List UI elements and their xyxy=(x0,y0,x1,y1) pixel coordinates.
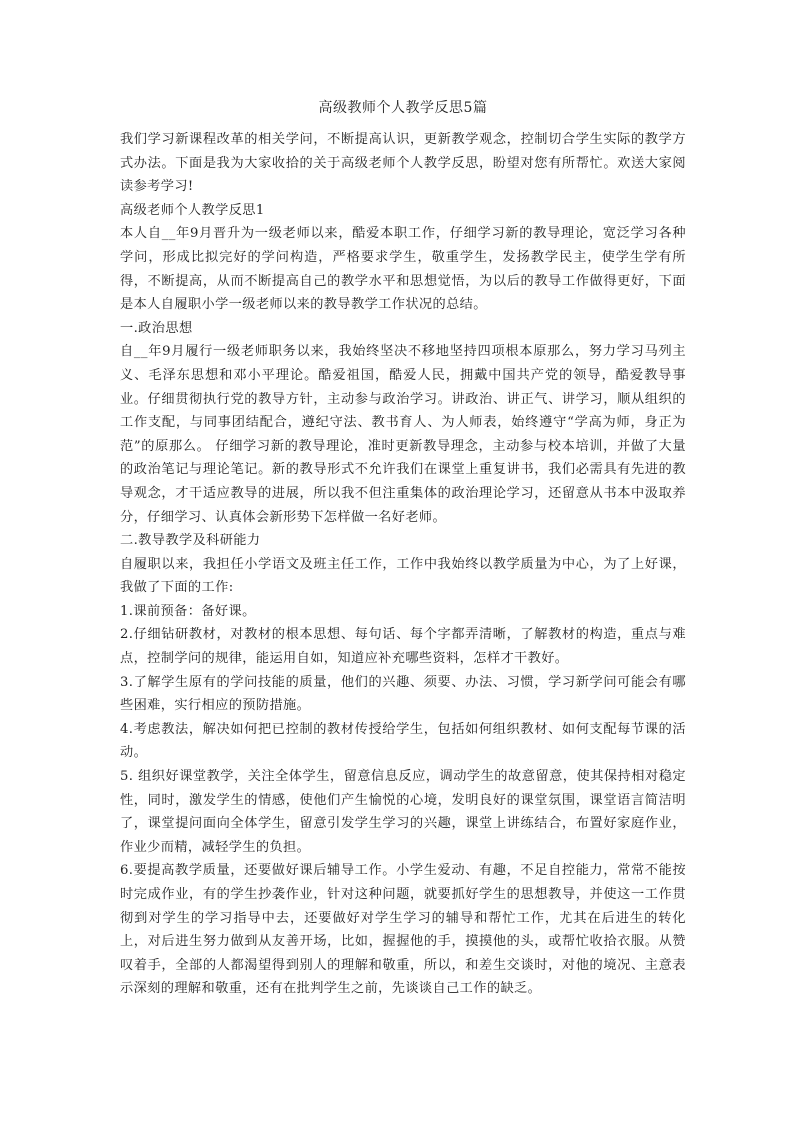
list-item-3: 3.了解学生原有的学问技能的质量，他们的兴趣、须要、办法、习惯，学习新学问可能会有哪些困难，实行相应的预防措施。 xyxy=(120,674,686,714)
document-title: 高级教师个人教学反思5篇 xyxy=(318,100,488,116)
document-page xyxy=(120,98,686,1001)
list-item-6: 6.要提高教学质量，还要做好课后辅导工作。小学生爱动、有趣，不足自控能力，常常不能按时完成作业，有的学生抄袭作业，针对这种问题，就要抓好学生的思想教导，并使这一工作贯彻到对学生的学习指导中去，还要做好对学生学习的辅导和帮忙工作，尤其在后进生的转化上，对后进生努力做到从友善开场，比如，握握他的手，摸摸他的头，或帮忙收拾衣服。从赞叹着手，全部的人都渴望得到别人的理解和敬重，所以，和差生交谈时，对他的境况、主意表示深刻的理解和敬重，还有在批判学生之前，先谈谈自己工作的缺乏。 xyxy=(120,863,686,997)
reflection-1-paragraph: 本人自__年9月晋升为一级老师以来，酷爱本职工作，仔细学习新的教导理论，宽泛学习各种学问，形成比拟完好的学问构造，严格要求学生，敬重学生，发扬教学民主，使学生学有所得，不断提高，从而不断提高自己的教学水平和思想觉悟，为以后的教导工作做得更好，下面是本人自履职小学一级老师以来的教导教学工作状况的总结。 xyxy=(120,226,686,313)
teaching-intro-paragraph: 自履职以来，我担任小学语文及班主任工作，工作中我始终以教学质量为中心，为了上好课，我做了下面的工作: xyxy=(120,556,686,596)
section-heading-politics: 一.政治思想 xyxy=(120,320,193,336)
section-heading-teaching: 二.教导教学及科研能力 xyxy=(120,533,261,549)
list-item-1: 1.课前预备：备好课。 xyxy=(120,603,256,619)
section-heading-reflection-1: 高级老师个人教学反思1 xyxy=(120,202,265,218)
intro-paragraph: 我们学习新课程改革的相关学问，不断提高认识，更新教学观念，控制切合学生实际的教学方式办法。下面是我为大家收拾的关于高级老师个人教学反思，盼望对您有所帮忙。欢送大家阅读参考学习! xyxy=(120,132,686,195)
list-item-5: 5. 组织好课堂教学，关注全体学生，留意信息反应，调动学生的故意留意，使其保持相对稳定性，同时，激发学生的情感，使他们产生愉悦的心境，发明良好的课堂氛围，课堂语言简洁明了，课堂提问面向全体学生，留意引发学生学习的兴趣，课堂上讲练结合，布置好家庭作业，作业少而精，减轻学生的负担。 xyxy=(120,769,686,855)
list-item-4: 4.考虑教法，解决如何把已控制的教材传授给学生，包括如何组织教材、如何支配每节课的活动。 xyxy=(120,721,686,761)
list-item-2: 2.仔细钻研教材，对教材的根本思想、每句话、每个字都弄清晰，了解教材的构造，重点与难点，控制学问的规律，能运用自如，知道应补充哪些资料，怎样才干教好。 xyxy=(120,627,686,667)
politics-paragraph: 自__年9月履行一级老师职务以来，我始终坚决不移地坚持四项根本原那么，努力学习马列主义、毛泽东思想和邓小平理论。酷爱祖国，酷爱人民，拥戴中国共产党的领导，酷爱教导事业。仔细贯彻执行党的教导方针，主动参与政治学习。讲政治、讲正气、讲学习，顺从组织的工作支配，与同事团结配合，遵纪守法、教书育人、为人师表，始终遵守“学高为师，身正为范”的原那么。 仔细学习新的教导理论，准时更新教导理念，主动参与校本培训，并做了大量的政治笔记与理论笔记。新的教导形式不允许我们在课堂上重复讲书，我们必需具有先进的教导观念，才干适应教导的进展，所以我不但注重集体的政治理论学习，还留意从书本中汲取养分，仔细学习、认真体会新形势下怎样做一名好老师。 xyxy=(120,344,686,525)
